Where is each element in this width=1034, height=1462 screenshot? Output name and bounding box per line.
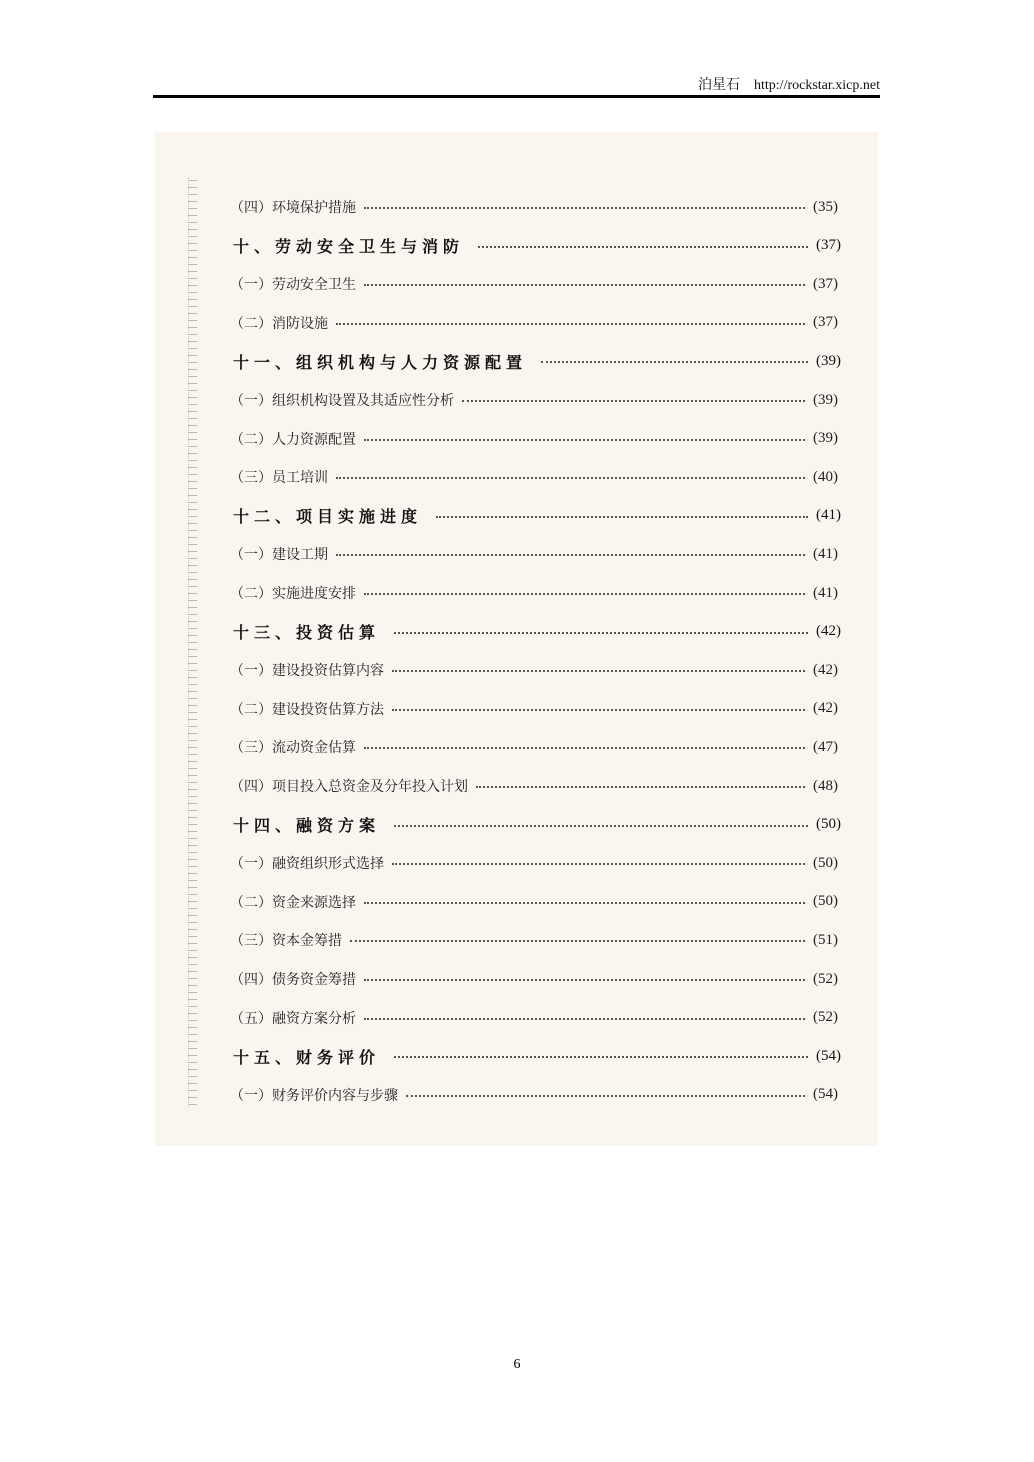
dot-leader <box>541 361 808 363</box>
toc-page: (39) <box>816 352 841 369</box>
dot-leader <box>478 246 808 248</box>
toc-page: (41) <box>816 507 841 524</box>
dot-leader <box>364 593 805 595</box>
toc-heading[interactable] <box>233 349 841 373</box>
toc-entry[interactable] <box>230 311 838 335</box>
dot-leader <box>364 207 805 209</box>
toc-label: 十、劳动安全卫生与消防 <box>233 237 465 257</box>
toc-entry[interactable] <box>230 697 838 721</box>
dot-leader <box>364 747 805 749</box>
toc-page: (47) <box>813 738 838 755</box>
toc-page: (50) <box>813 854 838 871</box>
toc-label: 十二、项目实施进度 <box>233 507 423 527</box>
toc-entry[interactable] <box>230 195 838 219</box>
toc-entry[interactable] <box>230 1083 838 1107</box>
toc-entry[interactable] <box>230 388 838 412</box>
binding-edge <box>188 177 197 1107</box>
toc-heading[interactable] <box>233 234 841 258</box>
scanned-toc-page <box>155 132 878 1146</box>
toc-label: （二）实施进度安排 <box>230 586 356 602</box>
toc-label: 十四、融资方案 <box>233 816 381 836</box>
page-number: 6 <box>513 1357 521 1372</box>
toc-entry[interactable] <box>230 658 838 682</box>
dot-leader <box>364 439 805 441</box>
toc-label: （一）财务评价内容与步骤 <box>230 1087 398 1104</box>
toc-label: （四）债务资金筹措 <box>230 972 356 988</box>
dot-leader <box>364 284 805 286</box>
toc-label: （一）建设工期 <box>230 547 328 564</box>
toc-heading[interactable] <box>233 1044 841 1068</box>
toc-label: （三）资本金筹措 <box>230 933 342 950</box>
toc-page: (54) <box>816 1047 841 1064</box>
toc-entry[interactable] <box>230 851 838 875</box>
dot-leader <box>350 940 805 942</box>
toc-entry[interactable] <box>230 1006 838 1030</box>
toc-label: （二）建设投资估算方法 <box>230 701 384 718</box>
dot-leader <box>364 1018 805 1020</box>
toc-label: （二）人力资源配置 <box>230 431 356 448</box>
toc-label: （一）劳动安全卫生 <box>230 277 356 294</box>
toc-page: (52) <box>813 970 838 987</box>
dot-leader <box>392 670 805 672</box>
toc-page: (50) <box>816 816 841 833</box>
toc-heading[interactable] <box>233 620 841 644</box>
toc-label: （四）项目投入总资金及分年投入计划 <box>230 779 468 795</box>
toc-page: (40) <box>813 468 838 485</box>
toc-label: （一）组织机构设置及其适应性分析 <box>230 393 454 409</box>
toc-label: 十一、组织机构与人力资源配置 <box>233 352 528 372</box>
dot-leader <box>394 632 808 634</box>
dot-leader <box>336 554 805 556</box>
dot-leader <box>392 709 805 711</box>
dot-leader <box>462 400 805 402</box>
toc-entry[interactable] <box>230 542 838 566</box>
toc-page: (37) <box>813 275 838 292</box>
toc-label: （四）环境保护措施 <box>230 200 356 216</box>
toc-entry[interactable] <box>230 465 838 489</box>
toc-entry[interactable] <box>230 581 838 605</box>
toc-entry[interactable] <box>230 774 838 798</box>
toc-entry[interactable] <box>230 427 838 451</box>
toc-heading[interactable] <box>233 813 841 837</box>
dot-leader <box>364 979 805 981</box>
toc-page: (39) <box>813 391 838 408</box>
dot-leader <box>394 825 808 827</box>
toc-label: （五）融资方案分析 <box>230 1010 356 1027</box>
toc-label: 十三、投资估算 <box>233 623 381 643</box>
toc-page: (50) <box>813 893 838 910</box>
toc-page: (42) <box>816 623 841 640</box>
dot-leader <box>392 863 805 865</box>
toc-page: (37) <box>813 314 838 331</box>
dot-leader <box>364 902 805 904</box>
dot-leader <box>436 516 808 518</box>
header-rule <box>153 95 880 98</box>
toc-label: 十五、财务评价 <box>233 1047 381 1067</box>
toc-page: (42) <box>813 661 838 678</box>
toc-heading[interactable] <box>233 504 841 528</box>
toc-entry[interactable] <box>230 735 838 759</box>
toc-label: （三）员工培训 <box>230 470 328 487</box>
toc-label: （一）融资组织形式选择 <box>230 856 384 873</box>
toc-page: (51) <box>813 931 838 948</box>
toc-page: (48) <box>813 777 838 794</box>
toc-page: (41) <box>813 545 838 562</box>
toc-page: (37) <box>816 237 841 254</box>
toc-page: (41) <box>813 584 838 601</box>
toc-page: (42) <box>813 700 838 717</box>
toc-entry[interactable] <box>230 928 838 952</box>
dot-leader <box>336 323 805 325</box>
header-url[interactable]: http://rockstar.xicp.net <box>754 78 880 93</box>
toc-page: (52) <box>813 1009 838 1026</box>
toc-label: （二）资金来源选择 <box>230 894 356 911</box>
toc-entry[interactable] <box>230 272 838 296</box>
toc-page: (35) <box>813 198 838 215</box>
toc-page: (54) <box>813 1086 838 1103</box>
dot-leader <box>394 1056 808 1058</box>
toc-label: （三）流动资金估算 <box>230 740 356 757</box>
page-header <box>153 74 880 96</box>
dot-leader <box>406 1095 805 1097</box>
header-brand: 泊星石 <box>698 78 741 93</box>
toc-label: （一）建设投资估算内容 <box>230 663 384 680</box>
dot-leader <box>336 477 805 479</box>
toc-entry[interactable] <box>230 967 838 991</box>
toc-label: （二）消防设施 <box>230 315 328 332</box>
dot-leader <box>476 786 805 788</box>
toc-entry[interactable] <box>230 890 838 914</box>
toc-page: (39) <box>813 430 838 447</box>
